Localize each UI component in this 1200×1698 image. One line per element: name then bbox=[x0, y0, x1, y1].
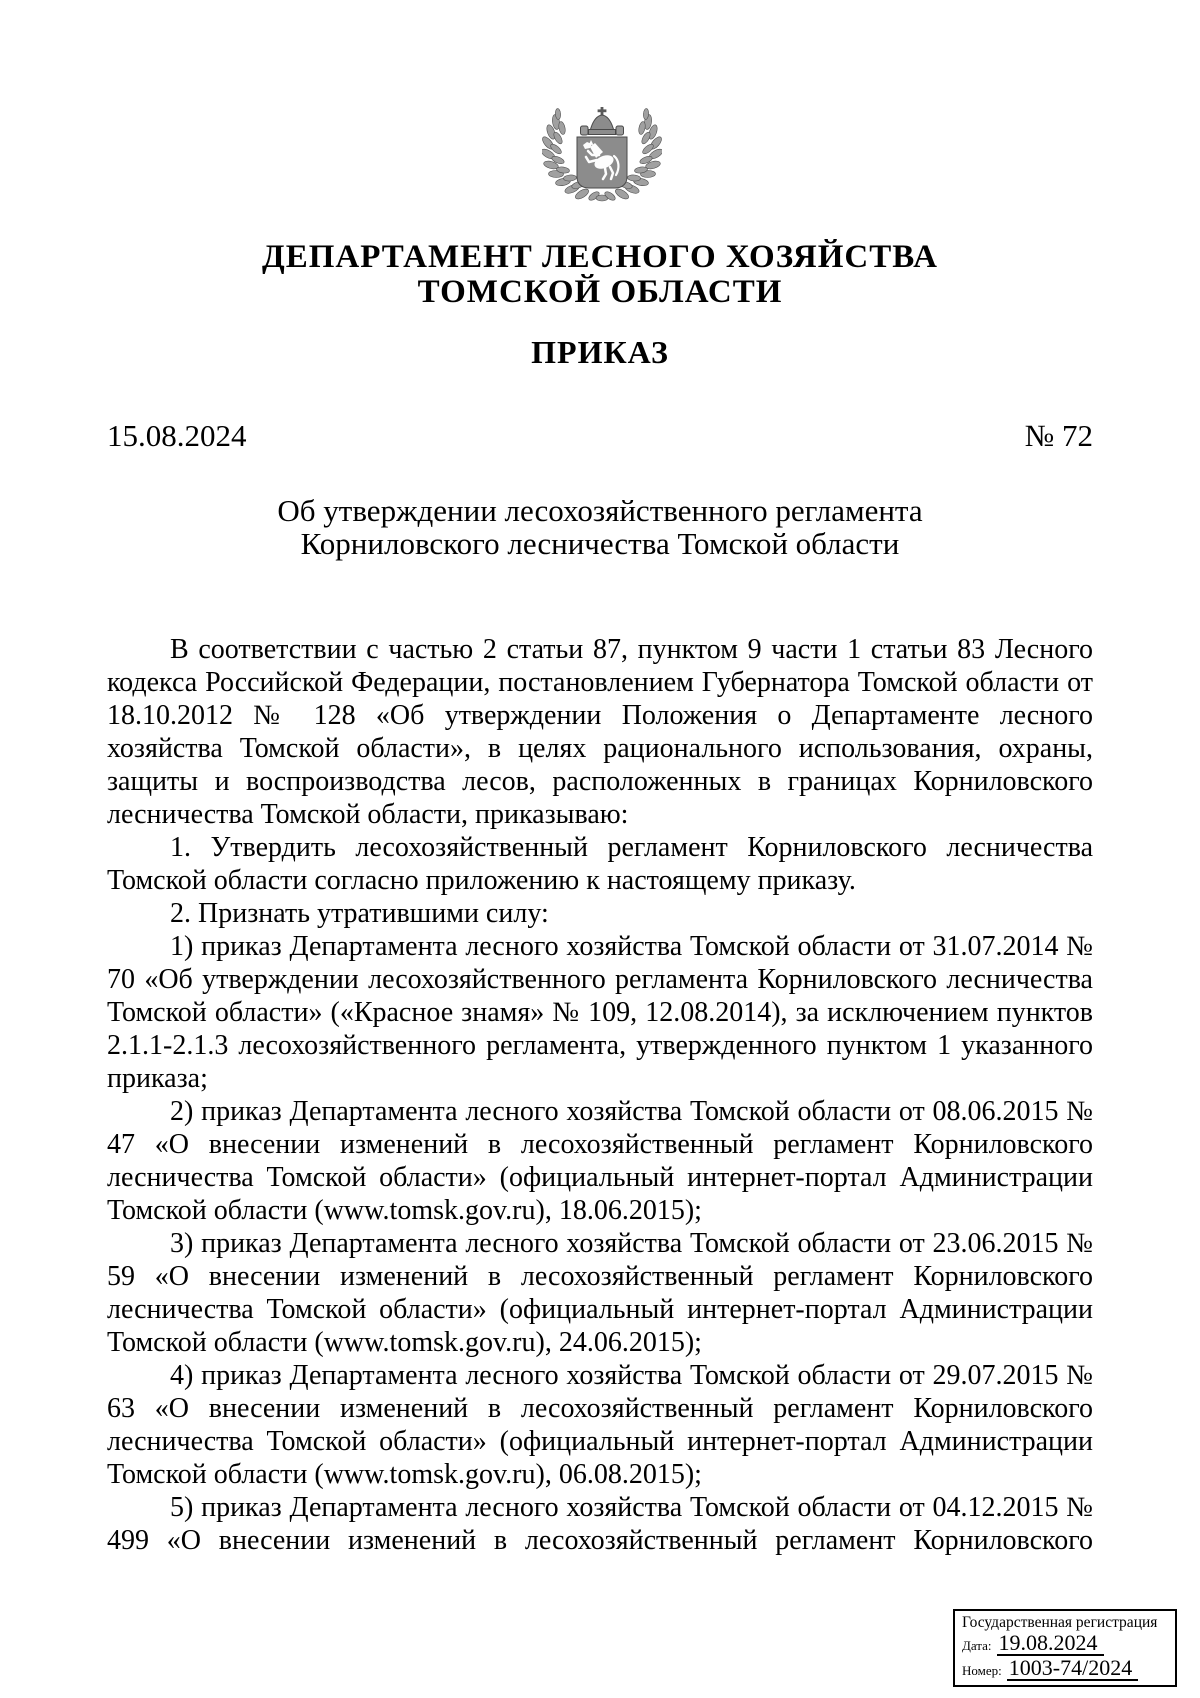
title-line-2: Корниловского лесничества Томской области bbox=[300, 526, 900, 561]
issuing-authority-name bbox=[0, 240, 1200, 310]
body-paragraph-subitem-4: 4) приказ Департамента лесного хозяйства Томской области от 29.07.2015 № 63 «О внесении изменений в лесохозяйственный регламент Корниловского лесничества Томской области» (официальный интернет-портал Администрации Томской области (www.tomsk.gov.ru), 06.08.2015); bbox=[107, 1360, 1093, 1490]
body-paragraph-item-1: 1. Утвердить лесохозяйственный регламент Корниловского лесничества Томской области согласно приложению к настоящему приказу. bbox=[107, 832, 1093, 896]
stamp-date-label: Дата: bbox=[962, 1638, 992, 1653]
document-body bbox=[107, 633, 1093, 1557]
authority-line-2: ТОМСКОЙ ОБЛАСТИ bbox=[417, 274, 783, 310]
document-type-heading: ПРИКАЗ bbox=[531, 334, 669, 370]
document-number: № 72 bbox=[1024, 418, 1093, 453]
title-line-1: Об утверждении лесохозяйственного регламента bbox=[277, 493, 923, 528]
body-paragraph-subitem-1: 1) приказ Департамента лесного хозяйства Томской области от 31.07.2014 № 70 «Об утверждении лесохозяйственного регламента Корниловского лесничества Томской области» («Красное знамя» № 109, 12.08.2014), за исключением пунктов 2.1.1-2.1.3 лесохозяйственного регламента, утвержденного пунктом 1 указанного приказа; bbox=[107, 931, 1093, 1094]
body-paragraph-preamble: В соответствии с частью 2 статьи 87, пунктом 9 части 1 статьи 83 Лесного кодекса Российской Федерации, постановлением Губернатора Томской области от 18.10.2012 № 128 «Об утверждении Положения о Департаменте лесного хозяйства Томской области», в целях рационального использования, охраны, защиты и воспроизводства лесов, расположенных в границах Корниловского лесничества Томской области, приказываю: bbox=[107, 634, 1093, 830]
document-date: 15.08.2024 bbox=[107, 418, 247, 453]
body-paragraph-subitem-3: 3) приказ Департамента лесного хозяйства Томской области от 23.06.2015 № 59 «О внесении изменений в лесохозяйственный регламент Корниловского лесничества Томской области» (официальный интернет-портал Администрации Томской области (www.tomsk.gov.ru), 24.06.2015); bbox=[107, 1228, 1093, 1358]
crown bbox=[581, 107, 624, 135]
stamp-date-row bbox=[962, 1632, 1169, 1657]
stamp-number-row bbox=[962, 1657, 1169, 1682]
body-paragraph-item-2: 2. Признать утратившими силу: bbox=[170, 898, 549, 929]
date-number-row bbox=[107, 418, 1093, 454]
body-paragraph-subitem-5: 5) приказ Департамента лесного хозяйства Томской области от 04.12.2015 № 499 «О внесении изменений в лесохозяйственный регламент Корниловского bbox=[107, 1492, 1093, 1556]
authority-line-1: ДЕПАРТАМЕНТ ЛЕСНОГО ХОЗЯЙСТВА bbox=[261, 239, 938, 275]
state-registration-stamp bbox=[953, 1609, 1177, 1687]
body-paragraph-subitem-2: 2) приказ Департамента лесного хозяйства Томской области от 08.06.2015 № 47 «О внесении изменений в лесохозяйственный регламент Корниловского лесничества Томской области» (официальный интернет-портал Администрации Томской области (www.tomsk.gov.ru), 18.06.2015); bbox=[107, 1096, 1093, 1226]
stamp-title: Государственная регистрация bbox=[962, 1614, 1158, 1631]
document-title bbox=[0, 494, 1200, 560]
stamp-number-value: 1003-74/2024 bbox=[1007, 1657, 1138, 1681]
laurel-bottom bbox=[587, 190, 616, 202]
tomsk-oblast-coat-of-arms-icon bbox=[542, 100, 662, 203]
stamp-number-label: Номер: bbox=[962, 1663, 1002, 1678]
stamp-date-value: 19.08.2024 bbox=[997, 1632, 1104, 1656]
